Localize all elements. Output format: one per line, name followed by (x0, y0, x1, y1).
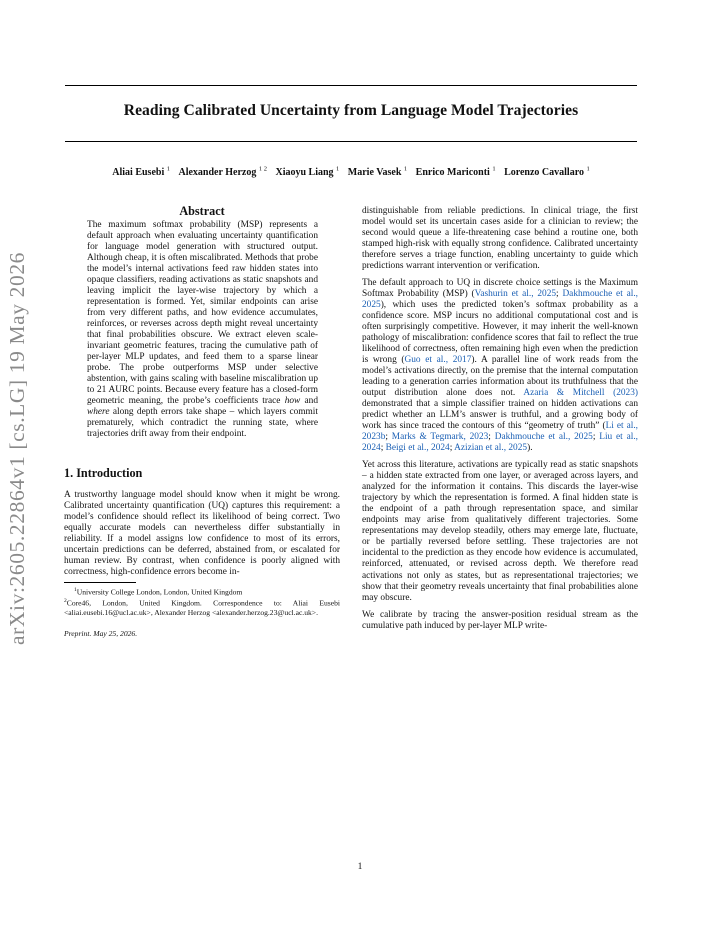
abstract-text: The maximum softmax probability (MSP) represents a default approach when evaluating uncertainty quantification for language model generation with structured output. Although cheap, it is often miscalibrated. Methods that probe the model’s internal activations feed raw hidden states into opaque classifiers, reading activations as static snapshots and leaving implicit the layer-wise trajectory by which a representation is formed. Yet, similar endpoints can arise from very different paths, and how evidence accumulates, reinforces, or reverses across depth might reveal uncertainty that final probabilities obscure. We extract eleven scale-invariant geometric features, tracing the cumulative path of per-layer MLP updates, and feed them to a sparse linear probe. The probe outperforms MSP under selective abstention, with gains scaling with baseline miscalibration up to 21 AURC points. Because every feature has a closed-form geometric meaning, the probe’s coefficients trace (87, 220, 318, 407)
author (178, 167, 266, 178)
author-list (65, 166, 637, 178)
body-text: demonstrated that a simple classifier trained on hidden activations can predict whether an LLM’s answer is truthful, and a growing body of work has since traced the contours of this “geometry of truth” ( (362, 399, 638, 432)
section-heading-introduction: 1. Introduction (64, 466, 143, 481)
footnote-text: University College London, London, United Kingdom (76, 587, 243, 597)
footnote-line (64, 597, 340, 617)
title-rule-bottom (65, 141, 637, 142)
body-text: ). A parallel line of work reads from the model’s activations directly, on the premise that the internal computation leading to a generation carries information about its truthfulness that the output distribution alone does not. (362, 355, 639, 399)
author-affiliation: 1 2 (258, 166, 267, 173)
abstract-emphasis: how (284, 396, 301, 407)
body-text: ), which uses the predicted token’s softmax probability as a confidence score. MSP incurs no additional computational cost and is often surprisingly competitive. However, it may inherit the well-known pathology of miscalibration: confidence scores that fail to reflect the true likelihood of correctness, often remaining high even when the prediction is wrong ( (362, 300, 638, 366)
author-affiliation: 1 (492, 166, 496, 173)
body-paragraph: The default approach to UQ in discrete choice settings is the Maximum Softmax Probability (MSP) (Vashurin et al., 2025; Dakhmouche et al., 2025), which uses the predicted token’s softmax probability as a confidence score. MSP incurs no additional computational cost and is often surprisingly competitive. However, it may inherit the well-known pathology of miscalibration: confidence scores that fail to reflect the true likelihood of correctness, often remaining high even when the prediction is wrong (Guo et al., 2017). A parallel line of work reads from the model’s activations directly, on the premise that the internal computation leading to a generation carries information about its truthfulness that the output distribution alone does not. Azaria & Mitchell (2023) demonstrated that a simple classifier trained on hidden activations can predict whether an LLM’s answer is truthful, and a growing body of work has since traced the contours of this “geometry of truth” (Li et al., 2023b; Marks & Tegmark, 2023; Dakhmouche et al., 2025; Liu et al., 2024; Beigi et al., 2024; Azizian et al., 2025). (362, 278, 639, 454)
intro-paragraph: A trustworthy language model should know when it might be wrong. Calibrated uncertainty quantification (UQ) captures this requirement: a model’s confidence should reflect its likelihood of being correct. Two equally accurate models can nevertheless differ substantially in reliability. If a model assigns low confidence to most of its errors, uncertain predictions can be deferred, abstained from, or escalated for human review. By contrast, when confidence is poorly aligned with correctness, high-confidence errors become in- (64, 490, 340, 578)
author-name: Enrico Mariconti (415, 167, 490, 179)
author-name: Marie Vasek (347, 167, 402, 179)
body-paragraph: distinguishable from reliable predictions. In clinical triage, the first model would set its uncertain cases aside for a clinician to review; the second would queue a life-threatening case behind a routine one, both stamped high-risk with equally strong confidence. Calibrated uncertainty therefore serves a triage function, enabling uncertainty to guide which predictions warrant intervention or verification. (362, 206, 638, 272)
citation-link[interactable]: Marks & Tegmark, 2023 (391, 432, 489, 443)
footnote-line (64, 586, 340, 597)
author-affiliation: 1 (166, 166, 170, 173)
author-affiliation: 1 (336, 166, 340, 173)
author (504, 167, 590, 178)
citation-link[interactable]: Beigi et al., 2024 (385, 443, 450, 454)
page-number: 1 (357, 862, 363, 872)
citation-link[interactable]: Li et al., 2023b (362, 421, 639, 443)
citation-link[interactable]: Azizian et al., 2025 (454, 443, 528, 454)
footnote-rule (64, 582, 136, 583)
right-column (362, 206, 638, 632)
footnote-text: Core46, London, United Kingdom. Correspondence to: Aliai Eusebi <aliai.eusebi.16@ucl.ac.uk>, Alexander Herzog <alexander.herzog.23@ucl.ac.uk>. (64, 598, 340, 617)
preprint-note: Preprint. May 25, 2026. (64, 628, 138, 638)
citation-link[interactable]: Liu et al., 2024 (362, 432, 639, 454)
body-paragraph: We calibrate by tracing the answer-position residual stream as the cumulative path induced by per-layer MLP write- (362, 609, 638, 631)
author-affiliation: 1 (586, 166, 590, 173)
abstract-heading: Abstract (179, 204, 225, 218)
abstract-text: and (304, 396, 319, 407)
citation-link[interactable]: Azaria & Mitchell (2023) (523, 388, 638, 399)
footnote-marker: 1 (74, 587, 77, 594)
body-paragraph: Yet across this literature, activations are typically read as static snapshots – a hidden state extracted from one layer, or averaged across layers, and analyzed for the information it contains. This discards the layer-wise trajectory by which the representation is formed. A final hidden state is the endpoint of a path through representation space, and similar endpoints may arise from qualitatively different trajectories. Some representations may develop steadily, others may emerge late, fluctuate, or be partially reversed before settling. These trajectories are not incidental to the prediction as they encode how evidence is accumulated, reinforced, attenuated, or revised across depth. We therefore read activations not only as states, but as representational trajectories; we show that their geometry reveals uncertainty that final probabilities alone may obscure. (362, 460, 638, 603)
affiliation-footnote (64, 586, 340, 616)
title-rule-top (65, 85, 637, 86)
author-name: Lorenzo Cavallaro (504, 167, 584, 179)
citation-link[interactable]: Dakhmouche et al., 2025 (362, 289, 638, 311)
author-name: Alexander Herzog (178, 167, 257, 179)
body-text: ; (556, 289, 563, 300)
author-affiliation: 1 (403, 166, 408, 173)
author (275, 167, 339, 178)
left-column (64, 204, 340, 638)
abstract-text: along depth errors take shape – which layers commit prematurely, which contradict the running state, where trajectories drift away from their endpoint. (87, 407, 318, 440)
body-text: The default approach to UQ in discrete choice settings is the Maximum Softmax Probability (MSP) ( (362, 278, 638, 300)
abstract-body (87, 220, 318, 440)
footnote-marker: 2 (64, 597, 67, 604)
author (416, 167, 496, 178)
author-name: Aliai Eusebi (112, 167, 165, 179)
author (112, 167, 170, 178)
paper-title: Reading Calibrated Uncertainty from Language Model Trajectories (123, 102, 579, 119)
author-name: Xiaoyu Liang (275, 167, 334, 179)
abstract-emphasis: where (87, 407, 110, 418)
author (348, 167, 407, 178)
citation-link[interactable]: Vashurin et al., 2025 (474, 289, 557, 300)
citation-link[interactable]: Guo et al., 2017 (404, 355, 472, 366)
body-text: ). (527, 443, 533, 454)
arxiv-identifier: arXiv:2605.22864v1 [cs.LG] 19 May 2026 (5, 251, 29, 645)
citation-link[interactable]: Dakhmouche et al., 2025 (494, 432, 593, 443)
